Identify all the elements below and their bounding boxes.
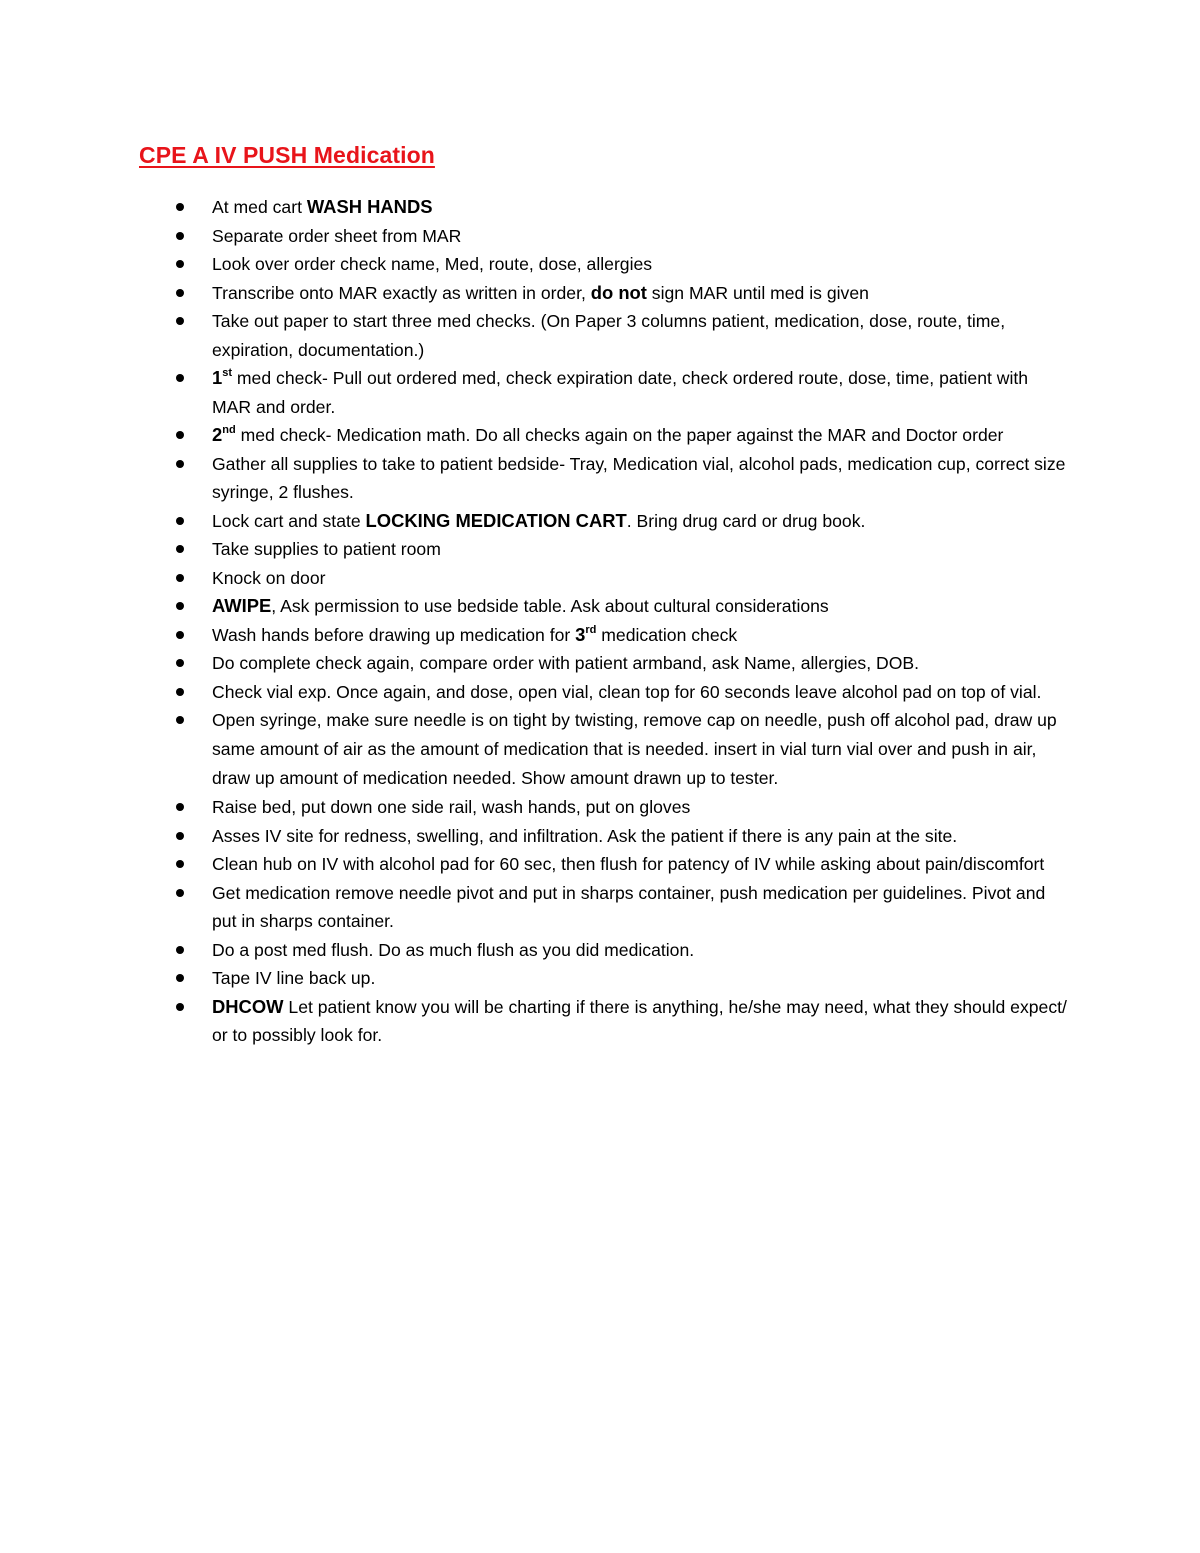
list-item: Open syringe, make sure needle is on tight by twisting, remove cap on needle, push off alcohol pad, draw up same amount of air as the amount of medication that is needed. insert in vial turn vial over and push in air, draw up amount of medication needed. Show amount drawn up to tester. <box>212 706 1072 793</box>
list-item: Transcribe onto MAR exactly as written in order, do not sign MAR until med is given <box>212 279 1072 308</box>
list-item: Knock on door <box>212 564 1072 593</box>
list-item: Do complete check again, compare order with patient armband, ask Name, allergies, DOB. <box>212 649 1072 678</box>
list-item: Take supplies to patient room <box>212 535 1072 564</box>
list-item: 1st med check- Pull out ordered med, check expiration date, check ordered route, dose, time, patient with MAR and order. <box>212 364 1072 421</box>
list-item: 2nd med check- Medication math. Do all checks again on the paper against the MAR and Doctor order <box>212 421 1072 450</box>
list-item: Tape IV line back up. <box>212 964 1072 993</box>
document-title: CPE A IV PUSH Medication <box>139 142 435 168</box>
list-item: Do a post med flush. Do as much flush as you did medication. <box>212 936 1072 965</box>
list-item: Gather all supplies to take to patient bedside- Tray, Medication vial, alcohol pads, medication cup, correct size syringe, 2 flushes. <box>212 450 1072 507</box>
list-item: Clean hub on IV with alcohol pad for 60 sec, then flush for patency of IV while asking about pain/discomfort <box>212 850 1072 879</box>
list-item: Check vial exp. Once again, and dose, open vial, clean top for 60 seconds leave alcohol pad on top of vial. <box>212 678 1072 707</box>
list-item: DHCOW Let patient know you will be charting if there is anything, he/she may need, what they should expect/ or to possibly look for. <box>212 993 1072 1050</box>
list-item: At med cart WASH HANDS <box>212 193 1072 222</box>
list-item: Take out paper to start three med checks. (On Paper 3 columns patient, medication, dose, route, time, expiration, documentation.) <box>212 307 1072 364</box>
list-item: Get medication remove needle pivot and put in sharps container, push medication per guidelines. Pivot and put in sharps container. <box>212 879 1072 936</box>
list-item: Raise bed, put down one side rail, wash hands, put on gloves <box>212 793 1072 822</box>
list-item: Look over order check name, Med, route, dose, allergies <box>212 250 1072 279</box>
list-item: Asses IV site for redness, swelling, and infiltration. Ask the patient if there is any pain at the site. <box>212 822 1072 851</box>
list-item: AWIPE, Ask permission to use bedside table. Ask about cultural considerations <box>212 592 1072 621</box>
list-item: Separate order sheet from MAR <box>212 222 1072 251</box>
list-item: Lock cart and state LOCKING MEDICATION CART. Bring drug card or drug book. <box>212 507 1072 536</box>
list-item: Wash hands before drawing up medication for 3rd medication check <box>212 621 1072 650</box>
steps-list <box>212 193 1072 1050</box>
